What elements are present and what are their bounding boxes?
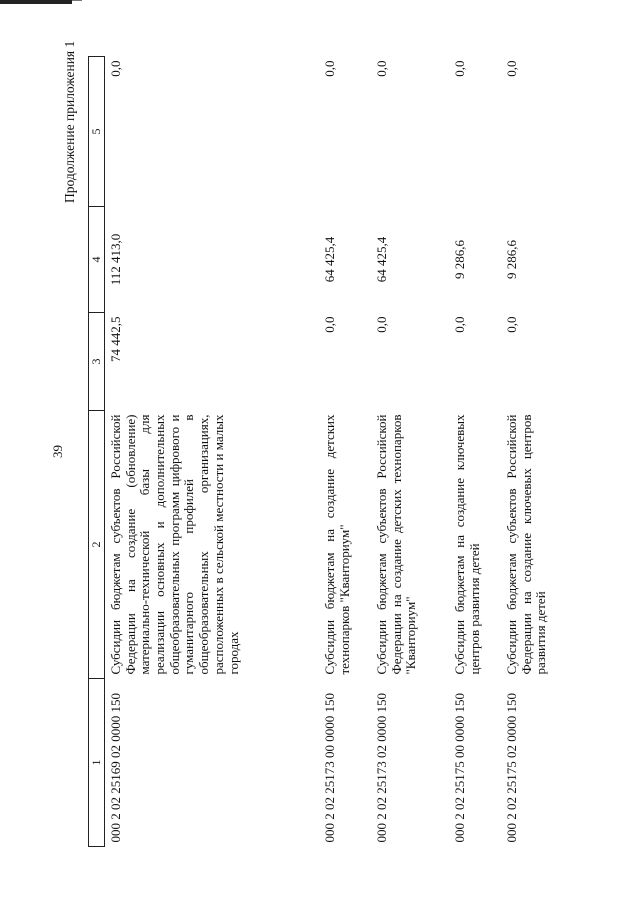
column-header-5: 5 [89, 57, 105, 207]
value-col4: 64 425,4 [374, 236, 389, 283]
value-col5: 0,0 [504, 60, 519, 77]
table-row [449, 57, 501, 847]
budget-code: 000 2 02 25173 00 0000 150 [322, 693, 337, 843]
column-header-3: 3 [89, 313, 105, 411]
value-col3: 74 442,5 [108, 316, 123, 362]
budget-code: 000 2 02 25175 02 0000 150 [504, 693, 519, 843]
value-col5: 0,0 [374, 60, 389, 77]
value-col4: 9 286,6 [452, 240, 467, 279]
table-header-row [89, 57, 105, 847]
table-row [371, 57, 449, 847]
continuation-heading: Продолжение приложения 1 [62, 40, 77, 203]
income-name: Субсидии бюджетам на создание детских технопарков "Кванториум" [322, 414, 352, 675]
value-col3: 0,0 [322, 316, 337, 333]
income-name: Субсидии бюджетам субъектов Российской Федерации на создание (обновление) материально-технической базы для реализации основных и дополнительных общеобразовательных программ цифрового и гуманитарного профилей в общеобразовательных организациях, расположенных в сельской местности и малых городах [108, 414, 241, 675]
value-col3: 0,0 [374, 316, 389, 333]
value-col4: 112 413,0 [108, 233, 123, 286]
table-row [319, 57, 371, 847]
value-col4: 9 286,6 [504, 240, 519, 279]
value-col3: 0,0 [452, 316, 467, 333]
value-col5: 0,0 [452, 60, 467, 77]
income-name: Субсидии бюджетам на создание ключевых центров развития детей [452, 414, 482, 675]
table-row [501, 57, 567, 847]
budget-table [88, 56, 567, 847]
page-number: 39 [50, 445, 65, 458]
income-name: Субсидии бюджетам субъектов Российской Федерации на создание ключевых центров развития детей [504, 414, 549, 675]
column-header-4: 4 [89, 207, 105, 313]
income-name: Субсидии бюджетам субъектов Российской Федерации на создание детских технопарков "Кванториум" [374, 414, 419, 675]
value-col3: 0,0 [504, 316, 519, 333]
budget-code: 000 2 02 25173 02 0000 150 [374, 693, 389, 843]
value-col5: 0,0 [108, 60, 123, 77]
column-header-1: 1 [89, 679, 105, 847]
column-header-2: 2 [89, 411, 105, 679]
value-col4: 64 425,4 [322, 236, 337, 283]
table-row [105, 57, 320, 847]
budget-code: 000 2 02 25169 02 0000 150 [108, 693, 123, 843]
value-col5: 0,0 [322, 60, 337, 77]
budget-code: 000 2 02 25175 00 0000 150 [452, 693, 467, 843]
